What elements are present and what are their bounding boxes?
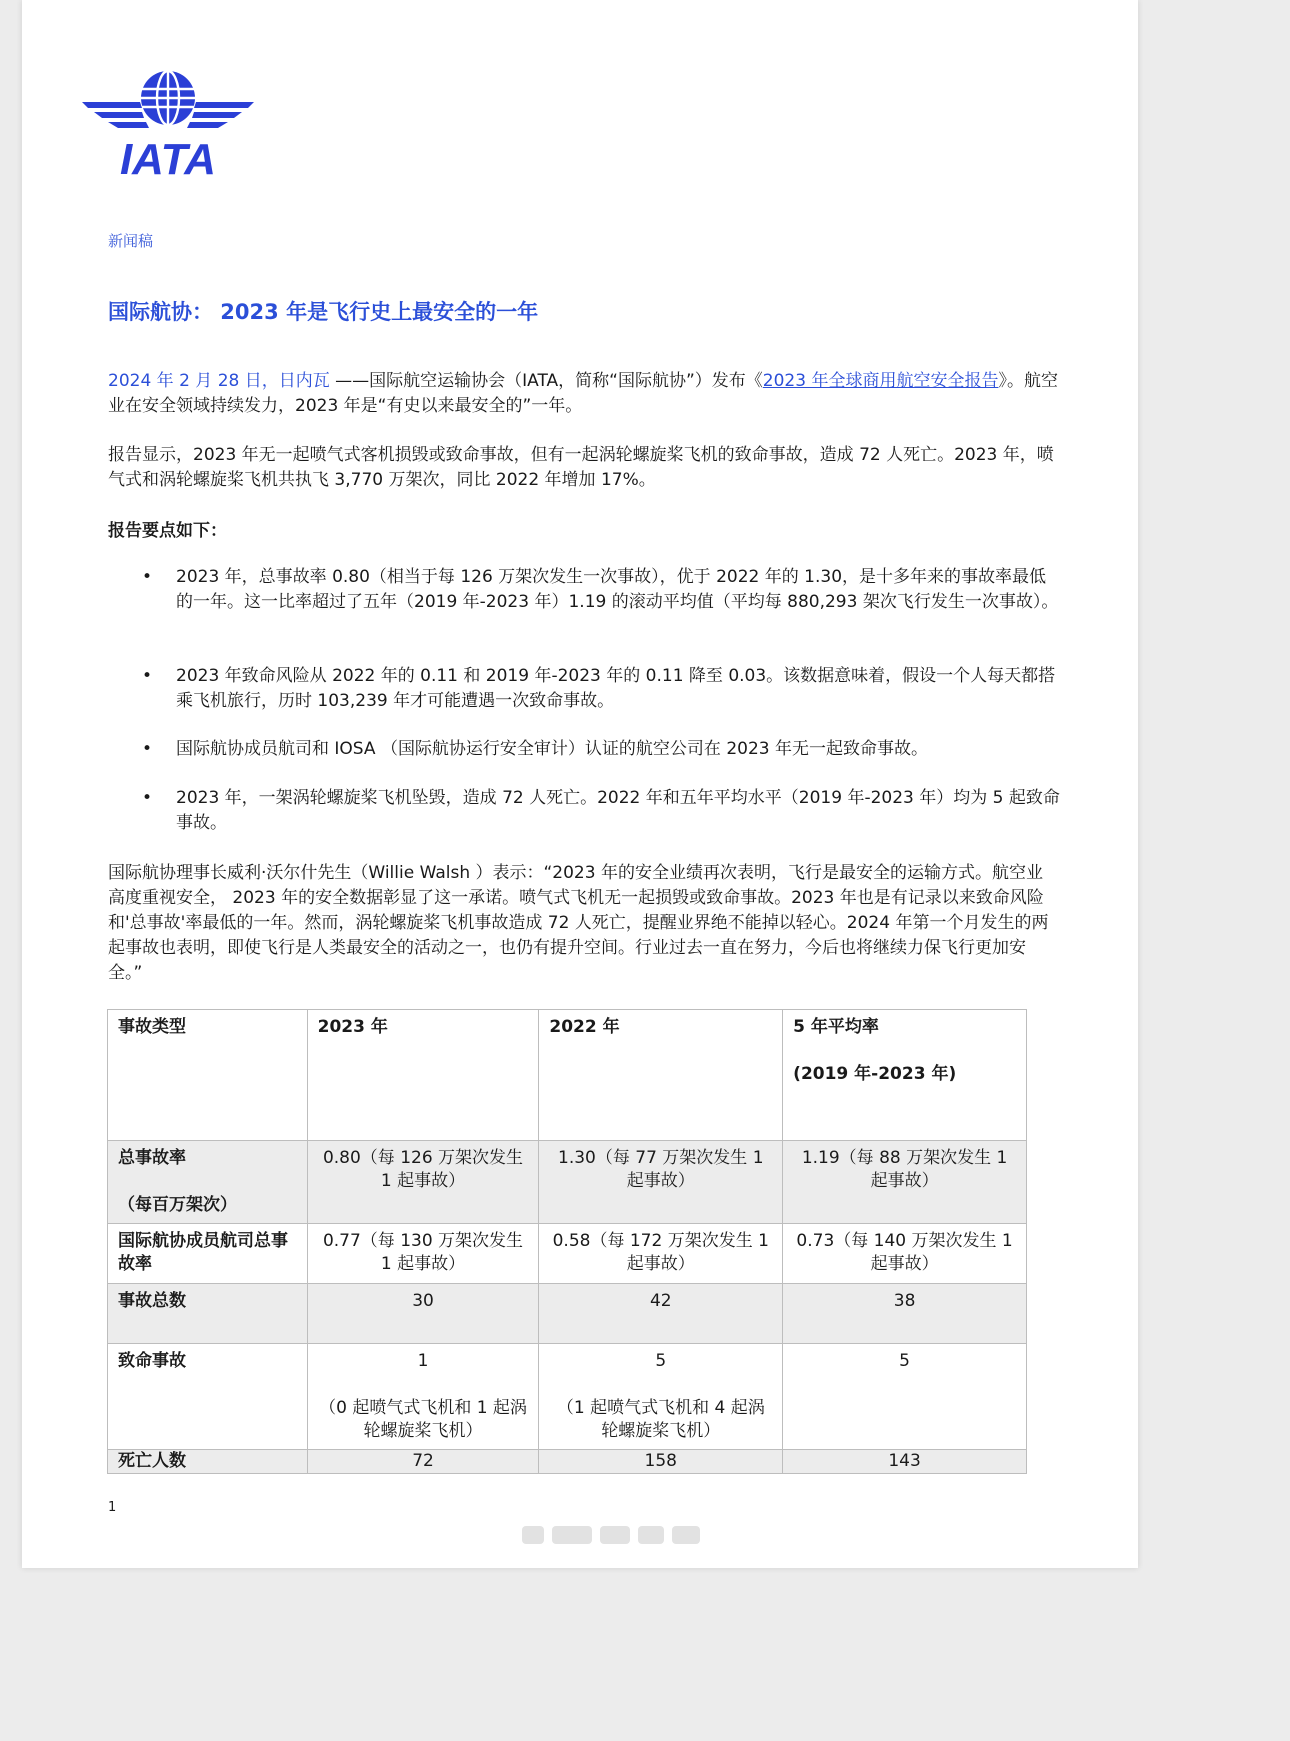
- table-row: [108, 1224, 1027, 1284]
- table-cell: 0.73（每 140 万架次发生 1 起事故）: [783, 1224, 1027, 1284]
- page-number: 1: [108, 1500, 117, 1515]
- row-label-text: 总事故率: [118, 1148, 186, 1168]
- dateline: 2024 年 2 月 28 日，日内瓦: [108, 371, 330, 391]
- document-page: [22, 0, 1138, 1568]
- page-title: 国际航协： 2023 年是飞行史上最安全的一年: [108, 300, 539, 324]
- bullet-dot-icon: •: [142, 739, 153, 759]
- bullet-text: 2023 年致命风险从 2022 年的 0.11 和 2019 年-2023 年的 0.11 降至 0.03。该数据意味着，假设一个人每天都搭乘飞机旅行，历时 103,239 年才可能遭遇一次致命事故。: [176, 666, 1056, 711]
- cell-value: 1: [417, 1351, 429, 1371]
- statistics-table: [107, 1009, 1027, 1474]
- table-row: [108, 1450, 1027, 1474]
- table-cell: 38: [783, 1284, 1027, 1344]
- row-label: 死亡人数: [108, 1450, 308, 1474]
- table-cell: 0.58（每 172 万架次发生 1 起事故）: [539, 1224, 783, 1284]
- header-accident-type: 事故类型: [108, 1010, 308, 1141]
- table-cell: 0.80（每 126 万架次发生 1 起事故）: [307, 1141, 539, 1224]
- table-header-row: [108, 1010, 1027, 1141]
- table-cell: 1.30（每 77 万架次发生 1 起事故）: [539, 1141, 783, 1224]
- cell-note: （1 起喷气式飞机和 4 起涡轮螺旋桨飞机）: [556, 1398, 765, 1441]
- intro-paragraph: [108, 369, 1058, 419]
- row-label: 事故总数: [108, 1284, 308, 1344]
- table-cell: 143: [783, 1450, 1027, 1474]
- header-2022: 2022 年: [539, 1010, 783, 1141]
- table-cell: 0.77（每 130 万架次发生 1 起事故）: [307, 1224, 539, 1284]
- summary-paragraph: 报告显示，2023 年无一起喷气式客机损毁或致命事故，但有一起涡轮螺旋桨飞机的致命事故，造成 72 人死亡。2023 年，喷气式和涡轮螺旋桨飞机共执飞 3,770 万架次，同比 2022 年增加 17%。: [108, 445, 1054, 490]
- header-5yr-label: 5 年平均率: [793, 1017, 879, 1037]
- bullet-text: 2023 年，总事故率 0.80（相当于每 126 万架次发生一次事故），优于 2022 年的 1.30，是十多年来的事故率最低的一年。这一比率超过了五年（2019 年-2023 年）1.19 的滚动平均值（平均每 880,293 架次飞行发生一次事故）。: [176, 567, 1059, 612]
- header-2023: 2023 年: [307, 1010, 539, 1141]
- document-type-label: 新闻稿: [108, 232, 154, 250]
- table-cell: 72: [307, 1450, 539, 1474]
- watermark-blur: [522, 1522, 702, 1548]
- row-label-sub: （每百万架次）: [118, 1195, 237, 1215]
- cell-value: 5: [655, 1351, 667, 1371]
- iata-logo: [82, 64, 254, 180]
- table-cell: 1.19（每 88 万架次发生 1 起事故）: [783, 1141, 1027, 1224]
- bullet-text: 国际航协成员航司和 IOSA （国际航协运行安全审计）认证的航空公司在 2023 年无一起致命事故。: [176, 739, 929, 759]
- header-5yr-average: [783, 1010, 1027, 1141]
- bullet-text: 2023 年，一架涡轮螺旋桨飞机坠毁，造成 72 人死亡。2022 年和五年平均水平（2019 年-2023 年）均为 5 起致命事故。: [176, 788, 1060, 833]
- row-label: [108, 1141, 308, 1224]
- table-cell: [307, 1344, 539, 1450]
- row-label: 国际航协成员航司总事故率: [108, 1224, 308, 1284]
- table-row: [108, 1141, 1027, 1224]
- cell-note: （0 起喷气式飞机和 1 起涡轮螺旋桨飞机）: [319, 1398, 527, 1441]
- bullet-dot-icon: •: [142, 567, 153, 587]
- bullet-dot-icon: •: [142, 666, 153, 686]
- table-cell: 5: [783, 1344, 1027, 1450]
- table-row: [108, 1284, 1027, 1344]
- table-cell: 158: [539, 1450, 783, 1474]
- intro-text-end: 》。航空业在安全领域持续发力，2023 年是“有史以来最安全的”一年。: [108, 371, 1058, 416]
- key-points-heading: 报告要点如下：: [108, 521, 227, 541]
- table-cell: 42: [539, 1284, 783, 1344]
- table-cell: 30: [307, 1284, 539, 1344]
- logo-wordmark: IATA: [119, 135, 217, 180]
- table-cell: [539, 1344, 783, 1450]
- intro-text: ——国际航空运输协会（IATA，简称“国际航协”）发布《: [329, 371, 763, 391]
- report-link[interactable]: 2023 年全球商用航空安全报告: [762, 371, 999, 391]
- header-5yr-range: (2019 年-2023 年): [793, 1064, 957, 1084]
- row-label: 致命事故: [108, 1344, 308, 1450]
- bullet-dot-icon: •: [142, 788, 153, 808]
- quote-paragraph: 国际航协理事长威利·沃尔什先生（Willie Walsh ）表示：“2023 年的安全业绩再次表明，飞行是最安全的运输方式。航空业高度重视安全， 2023 年的安全数据彰显了这一承诺。喷气式飞机无一起损毁或致命事故。2023 年也是有记录以来致命风险和'总事故'率最低的一年。然而，涡轮螺旋桨飞机事故造成 72 人死亡，提醒业界绝不能掉以轻心。2024 年第一个月发生的两起事故也表明，即使飞行是人类最安全的活动之一，也仍有提升空间。行业过去一直在努力，今后也将继续力保飞行更加安全。”: [108, 863, 1049, 983]
- table-row: [108, 1344, 1027, 1450]
